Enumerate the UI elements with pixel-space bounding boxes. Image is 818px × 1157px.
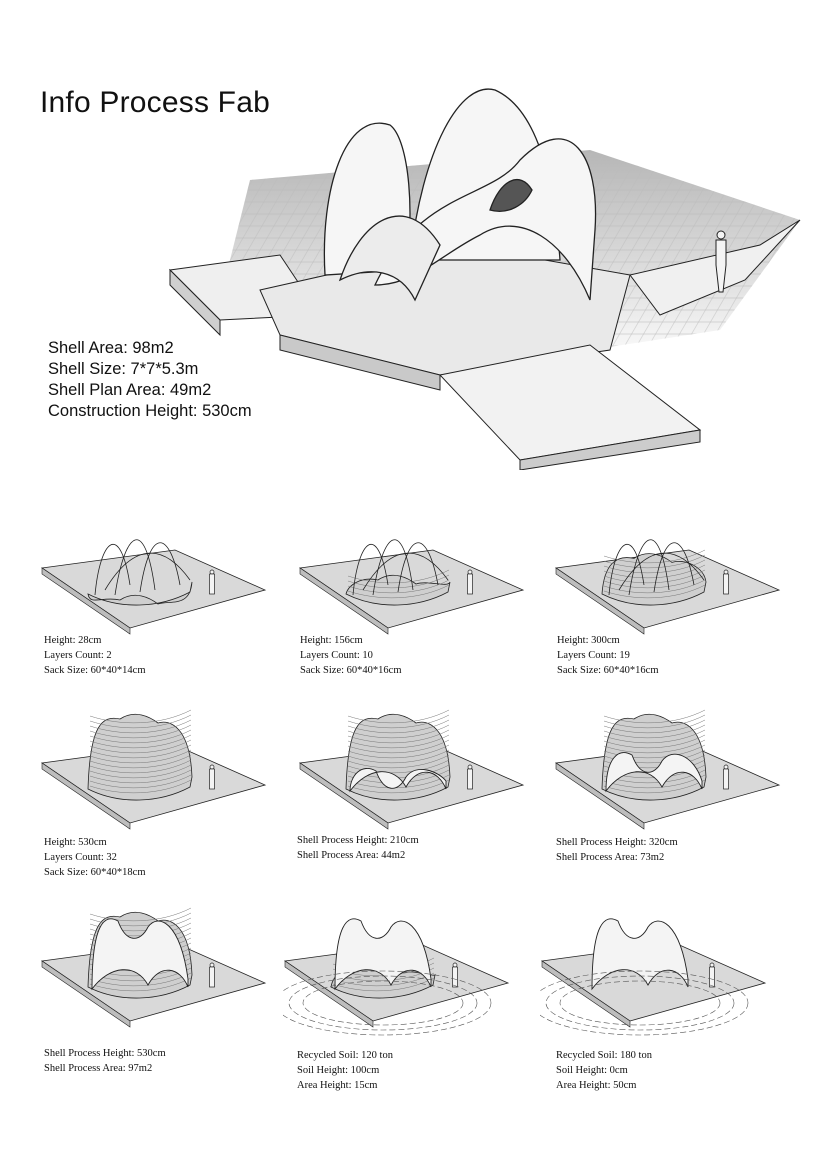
figure-head	[710, 963, 714, 967]
caption-line: Height: 156cm	[300, 635, 363, 646]
figure-head	[724, 570, 728, 574]
caption-line: Height: 300cm	[557, 635, 620, 646]
figure-body	[210, 574, 215, 594]
caption-line: Sack Size: 60*40*16cm	[300, 665, 402, 676]
stage-diagram	[40, 695, 270, 835]
stage-diagram	[40, 500, 270, 640]
stage-caption	[44, 633, 145, 678]
caption-line: Area Height: 15cm	[297, 1080, 378, 1091]
stage-caption	[44, 835, 145, 880]
stage-caption	[297, 1048, 393, 1093]
stage-caption	[556, 1048, 652, 1093]
spec-shell-plan-area: Shell Plan Area: 49m2	[48, 381, 212, 399]
stage-caption	[297, 833, 419, 863]
figure-body	[210, 967, 215, 987]
stage-diagram	[283, 893, 513, 1033]
spec-shell-size: Shell Size: 7*7*5.3m	[48, 360, 199, 378]
stage-caption	[44, 1046, 166, 1076]
caption-line: Recycled Soil: 120 ton	[297, 1050, 393, 1061]
caption-line: Layers Count: 10	[300, 650, 373, 661]
caption-line: Layers Count: 19	[557, 650, 630, 661]
figure-head	[468, 570, 472, 574]
caption-line: Shell Process Height: 320cm	[556, 837, 678, 848]
hero-pavilion-illustration	[160, 70, 818, 470]
stage-caption	[557, 633, 658, 678]
stage-diagram	[40, 893, 270, 1033]
caption-line: Soil Height: 0cm	[556, 1065, 628, 1076]
stage-diagram	[554, 500, 784, 640]
caption-line: Area Height: 50cm	[556, 1080, 637, 1091]
caption-line: Shell Process Area: 44m2	[297, 850, 406, 861]
figure-body	[710, 967, 715, 987]
figure-head	[210, 765, 214, 769]
caption-line: Shell Process Area: 97m2	[44, 1063, 153, 1074]
figure-head	[210, 570, 214, 574]
figure-body	[468, 769, 473, 789]
figure-head	[468, 765, 472, 769]
stage-caption	[300, 633, 401, 678]
figure-body	[724, 769, 729, 789]
caption-line: Shell Process Height: 530cm	[44, 1048, 166, 1059]
caption-line: Height: 28cm	[44, 635, 102, 646]
caption-line: Layers Count: 2	[44, 650, 112, 661]
figure-head	[724, 765, 728, 769]
figure-body	[724, 574, 729, 594]
caption-line: Height: 530cm	[44, 837, 107, 848]
page-title: Info Process Fab	[40, 86, 270, 119]
stage-diagram	[540, 893, 770, 1033]
spec-list	[48, 338, 252, 422]
stage-diagram	[298, 500, 528, 640]
caption-line: Sack Size: 60*40*18cm	[44, 867, 146, 878]
caption-line: Layers Count: 32	[44, 852, 117, 863]
caption-line: Shell Process Area: 73m2	[556, 852, 665, 863]
spec-construction-height: Construction Height: 530cm	[48, 402, 252, 420]
figure-head	[453, 963, 457, 967]
figure-head	[210, 963, 214, 967]
stage-caption	[556, 835, 678, 865]
sack-wall	[88, 714, 192, 800]
human-scale-figure	[716, 231, 726, 292]
caption-line: Shell Process Height: 210cm	[297, 835, 419, 846]
stage-diagram	[554, 695, 784, 835]
caption-line: Recycled Soil: 180 ton	[556, 1050, 652, 1061]
figure-body	[453, 967, 458, 987]
caption-line: Soil Height: 100cm	[297, 1065, 380, 1076]
figure-body	[468, 574, 473, 594]
caption-line: Sack Size: 60*40*14cm	[44, 665, 146, 676]
caption-line: Sack Size: 60*40*16cm	[557, 665, 659, 676]
spec-shell-area: Shell Area: 98m2	[48, 339, 174, 357]
ground-slab	[42, 550, 265, 628]
stage-diagram	[298, 695, 528, 835]
figure-body	[210, 769, 215, 789]
